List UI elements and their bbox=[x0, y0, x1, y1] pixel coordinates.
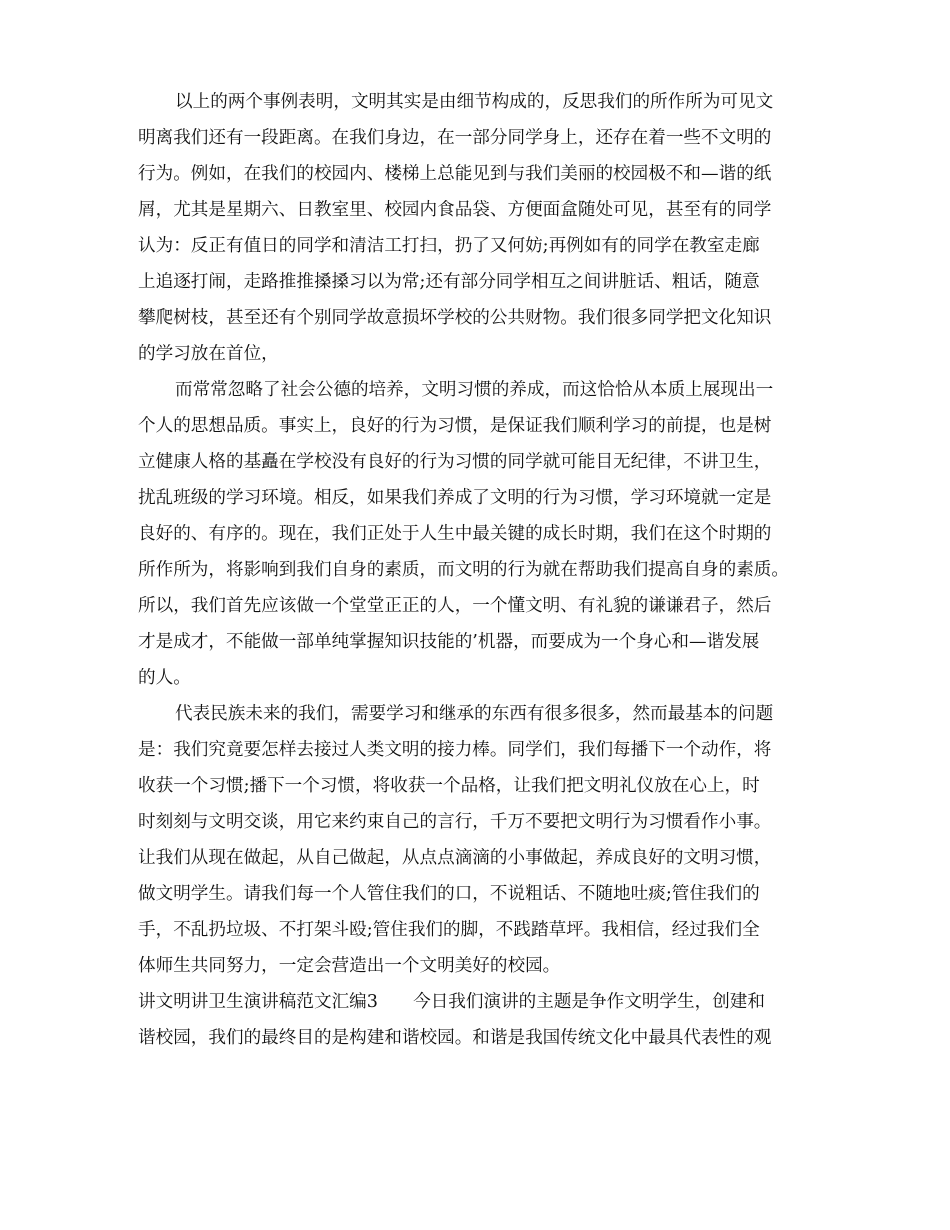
paragraph-1-line-5: 认为：反正有值日的同学和清洁工打扫，扔了又何妨;再例如有的同学在教室走廊 bbox=[138, 236, 760, 256]
section-heading-line: 讲文明讲卫生演讲稿范文汇编3 今日我们演讲的主题是争作文明学生，创建和 bbox=[138, 992, 765, 1012]
paragraph-3-line-3: 收获一个习惯;播下一个习惯，将收获一个品格，让我们把文明礼仪放在心上，时 bbox=[138, 776, 760, 796]
paragraph-2-line-9: 的人。 bbox=[138, 668, 191, 688]
paragraph-1-line-6: 上追逐打闹，走路推推搡搡习以为常;还有部分同学相互之间讲脏话、粗话，随意 bbox=[138, 272, 760, 292]
paragraph-2-line-4: 扰乱班级的学习环境。相反，如果我们养成了文明的行为习惯，学习环境就一定是 bbox=[138, 488, 772, 508]
paragraph-2-line-1: 而常常忽略了社会公德的培养，文明习惯的养成，而这恰恰从本质上展现出一 bbox=[175, 380, 774, 400]
paragraph-2-line-7: 所以，我们首先应该做一个堂堂正正的人，一个懂文明、有礼貌的谦谦君子，然后 bbox=[138, 596, 772, 616]
paragraph-1-line-7: 攀爬树枝，甚至还有个别同学故意损坏学校的公共财物。我们很多同学把文化知识 bbox=[138, 308, 772, 328]
paragraph-3-line-6: 做文明学生。请我们每一个人管住我们的口，不说粗话、不随地吐痰;管住我们的 bbox=[138, 884, 760, 904]
paragraph-3-line-4: 时刻刻与文明交谈，用它来约束自己的言行，千万不要把文明行为习惯看作小事。 bbox=[138, 812, 772, 832]
paragraph-3-line-7: 手，不乱扔垃圾、不打架斗殴;管住我们的脚，不践踏草坪。我相信，经过我们全 bbox=[138, 920, 760, 940]
paragraph-2-line-8: 才是成才，不能做一部单纯掌握知识技能的’机器，而要成为一个身心和—谐发展 bbox=[138, 632, 760, 652]
paragraph-3-line-2: 是：我们究竟要怎样去接过人类文明的接力棒。同学们，我们每播下一个动作，将 bbox=[138, 740, 772, 760]
paragraph-1-line-3: 行为。例如，在我们的校园内、楼梯上总能见到与我们美丽的校园极不和—谐的纸 bbox=[138, 164, 772, 184]
paragraph-2-line-3: 立健康人格的基矗在学校没有良好的行为习惯的同学就可能目无纪律，不讲卫生， bbox=[138, 452, 772, 472]
paragraph-1-line-1: 以上的两个事例表明，文明其实是由细节构成的，反思我们的所作所为可见文 bbox=[175, 92, 774, 112]
paragraph-1-line-2: 明离我们还有一段距离。在我们身边，在一部分同学身上，还存在着一些不文明的 bbox=[138, 128, 772, 148]
paragraph-2-line-6: 所作所为，将影响到我们自身的素质，而文明的行为就在帮助我们提高自身的素质。 bbox=[138, 560, 789, 580]
paragraph-1-line-8: 的学习放在首位， bbox=[138, 344, 279, 364]
paragraph-3-line-5: 让我们从现在做起，从自己做起，从点点滴滴的小事做起，养成良好的文明习惯， bbox=[138, 848, 772, 868]
paragraph-4-line-2: 谐校园，我们的最终目的是构建和谐校园。和谐是我国传统文化中最具代表性的观 bbox=[138, 1028, 772, 1048]
paragraph-3-line-1: 代表民族未来的我们，需要学习和继承的东西有很多很多，然而最基本的问题 bbox=[175, 704, 774, 724]
paragraph-2-line-2: 个人的思想品质。事实上，良好的行为习惯，是保证我们顺利学习的前提，也是树 bbox=[138, 416, 772, 436]
paragraph-3-line-8: 体师生共同努力，一定会营造出一个文明美好的校园。 bbox=[138, 956, 561, 976]
paragraph-2-line-5: 良好的、有序的。现在，我们正处于人生中最关键的成长时期，我们在这个时期的 bbox=[138, 524, 772, 544]
paragraph-1-line-4: 屑，尤其是星期六、日教室里、校园内食品袋、方便面盒随处可见，甚至有的同学 bbox=[138, 200, 772, 220]
